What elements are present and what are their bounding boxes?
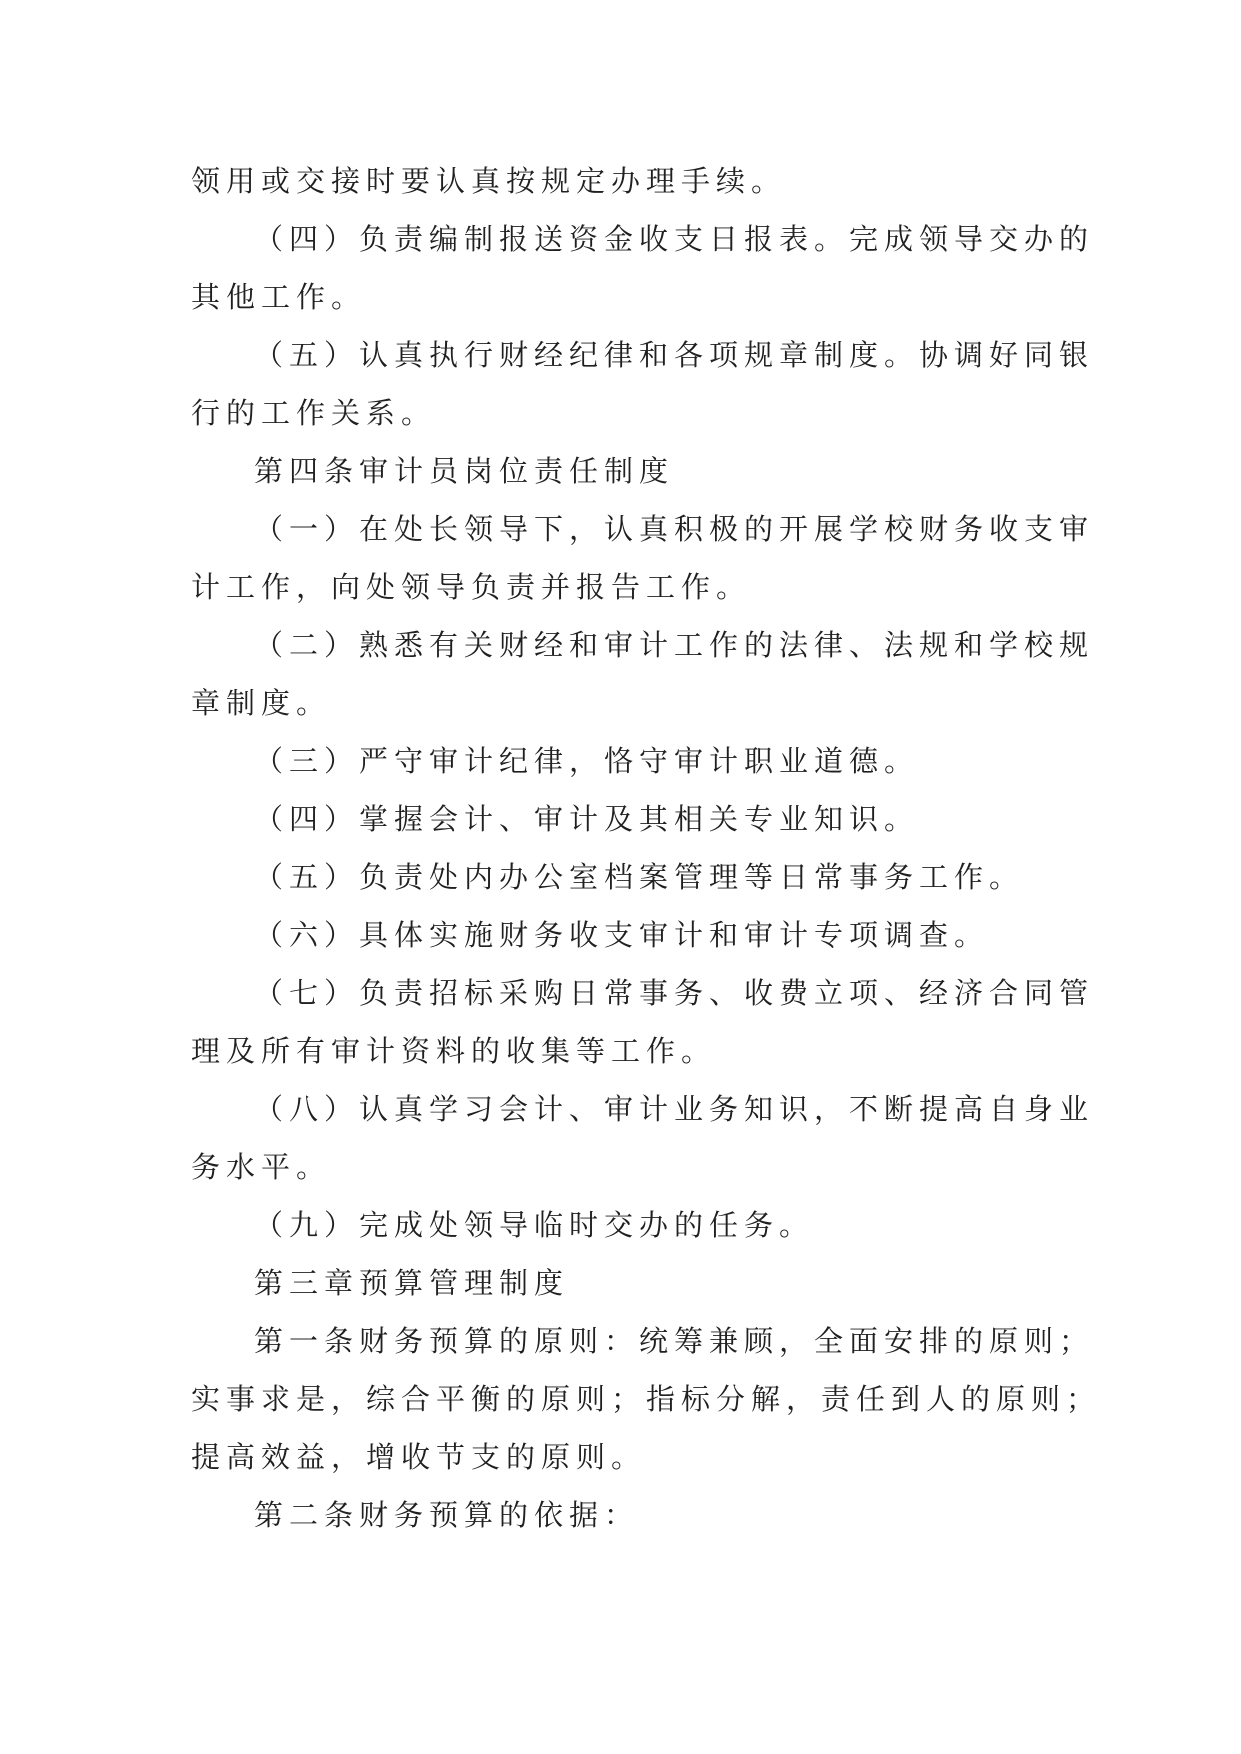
body-text-line: 章制度。: [191, 686, 332, 720]
section-heading: 第四条审计员岗位责任制度: [254, 454, 675, 488]
body-text-line: 其他工作。: [191, 280, 367, 314]
list-item: （四）掌握会计、审计及其相关专业知识。: [254, 802, 920, 836]
list-item: （五）负责处内办公室档案管理等日常事务工作。: [254, 860, 1025, 894]
chapter-heading: 第三章预算管理制度: [254, 1266, 570, 1300]
body-text-line: 领用或交接时要认真按规定办理手续。: [191, 164, 787, 198]
body-text-line: 提高效益，增收节支的原则。: [191, 1440, 647, 1474]
list-item: （四）负责编制报送资金收支日报表。完成领导交办的: [254, 222, 1095, 256]
body-text-line: 务水平。: [191, 1150, 332, 1184]
body-text-line: 实事求是，综合平衡的原则；指标分解，责任到人的原则；: [191, 1382, 1102, 1416]
list-item: （七）负责招标采购日常事务、收费立项、经济合同管: [254, 976, 1095, 1010]
list-item: （八）认真学习会计、审计业务知识，不断提高自身业: [254, 1092, 1095, 1126]
body-text-line: 行的工作关系。: [191, 396, 437, 430]
article-line: 第二条财务预算的依据：: [254, 1498, 640, 1532]
body-text-line: 计工作，向处领导负责并报告工作。: [191, 570, 752, 604]
list-item: （二）熟悉有关财经和审计工作的法律、法规和学校规: [254, 628, 1095, 662]
list-item: （六）具体实施财务收支审计和审计专项调查。: [254, 918, 990, 952]
body-text-line: 理及所有审计资料的收集等工作。: [191, 1034, 717, 1068]
list-item: （一）在处长领导下，认真积极的开展学校财务收支审: [254, 512, 1095, 546]
list-item: （三）严守审计纪律，恪守审计职业道德。: [254, 744, 920, 778]
list-item: （五）认真执行财经纪律和各项规章制度。协调好同银: [254, 338, 1095, 372]
article-line: 第一条财务预算的原则：统筹兼顾，全面安排的原则；: [254, 1324, 1095, 1358]
list-item: （九）完成处领导临时交办的任务。: [254, 1208, 815, 1242]
